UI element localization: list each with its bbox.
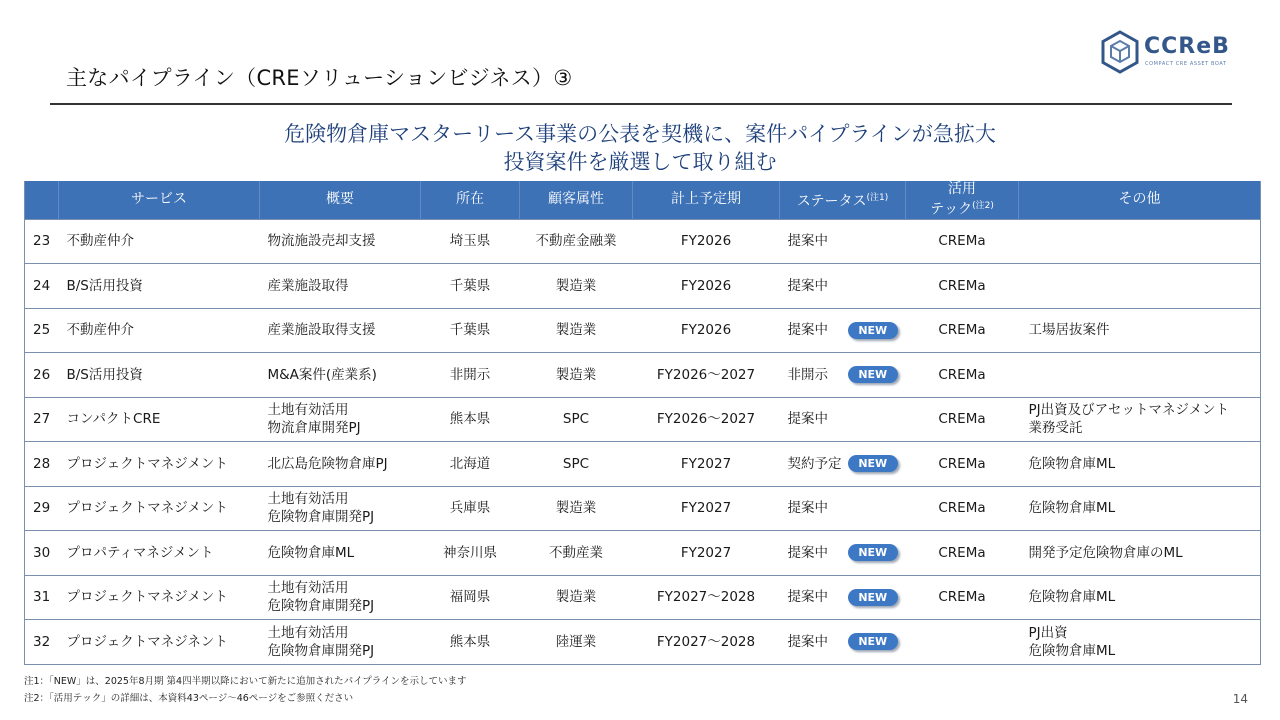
customer-text: 陸運業 xyxy=(555,633,597,650)
headline-line-2: 投資案件を厳選して取り組む xyxy=(503,150,777,174)
status-cell xyxy=(780,575,906,620)
period-text: FY2026 xyxy=(680,277,732,294)
period-cell xyxy=(633,397,780,442)
footnote-2: 注2：「活用テック」の詳細は、本資料43ページ～46ページをご参照ください xyxy=(24,693,354,704)
location-text: 兵庫県 xyxy=(449,500,491,517)
tech-text: CREMa xyxy=(938,322,986,339)
table-row xyxy=(25,397,1261,442)
tech-cell xyxy=(906,620,1019,665)
row-number xyxy=(25,308,59,353)
row-number-text: 32 xyxy=(33,633,51,650)
other-cell xyxy=(1019,486,1261,531)
service-cell xyxy=(59,397,260,442)
location-cell xyxy=(421,264,520,309)
service-text: プロジェクトマネジネント xyxy=(66,633,228,650)
service-cell xyxy=(59,308,260,353)
other-cell xyxy=(1019,308,1261,353)
header-tech xyxy=(906,181,1019,219)
other-cell xyxy=(1019,264,1261,309)
location-cell xyxy=(421,620,520,665)
tech-cell xyxy=(906,308,1019,353)
summary-line-2: 物流倉庫開発PJ xyxy=(267,420,361,437)
new-badge: NEW xyxy=(848,589,898,606)
location-text: 熊本県 xyxy=(449,411,491,428)
location-text: 非開示 xyxy=(449,366,491,383)
row-number-text: 29 xyxy=(33,500,51,517)
location-text: 福岡県 xyxy=(449,589,491,606)
customer-text: 製造業 xyxy=(555,589,597,606)
customer-text: SPC xyxy=(562,455,590,472)
other-line-2: 危険物倉庫ML xyxy=(1028,642,1116,659)
period-text: FY2026～2027 xyxy=(656,366,756,383)
summary-line-1: 産業施設取得 xyxy=(267,277,349,294)
table-row xyxy=(25,219,1261,264)
other-line-1: 危険物倉庫ML xyxy=(1028,455,1116,472)
service-text: 不動産仲介 xyxy=(66,322,134,339)
tech-text: CREMa xyxy=(938,233,986,250)
status-cell xyxy=(780,353,906,398)
customer-cell xyxy=(520,486,633,531)
header-status-note: (注1) xyxy=(866,192,889,203)
other-line-2: 業務受託 xyxy=(1028,420,1083,437)
customer-text: 製造業 xyxy=(555,277,597,294)
row-number-text: 25 xyxy=(33,322,51,339)
tech-text: CREMa xyxy=(938,544,986,561)
other-line-1: PJ出資 xyxy=(1028,624,1068,641)
other-line-1: 危険物倉庫ML xyxy=(1028,589,1116,606)
row-number xyxy=(25,353,59,398)
location-cell xyxy=(421,531,520,576)
period-cell xyxy=(633,308,780,353)
status-text: 提案中 xyxy=(787,544,828,561)
location-text: 熊本県 xyxy=(449,633,491,650)
service-cell xyxy=(59,486,260,531)
service-cell xyxy=(59,575,260,620)
location-cell xyxy=(421,442,520,487)
slide-title: 主なパイプライン（CREソリューションビジネス）③ xyxy=(66,66,573,90)
service-text: プロパティマネジメント xyxy=(66,544,214,561)
tech-text: CREMa xyxy=(938,277,986,294)
customer-cell xyxy=(520,442,633,487)
header-tech-line2: テック xyxy=(930,201,973,218)
summary-line-1: 北広島危険物倉庫PJ xyxy=(267,455,388,472)
status-cell xyxy=(780,264,906,309)
summary-line-2: 危険物倉庫開発PJ xyxy=(267,598,375,615)
summary-line-1: 物流施設売却支援 xyxy=(267,233,376,250)
row-number-text: 26 xyxy=(33,366,51,383)
service-cell xyxy=(59,353,260,398)
tech-text: CREMa xyxy=(938,455,986,472)
header-tech-line1: 活用 xyxy=(948,181,976,197)
table-row xyxy=(25,308,1261,353)
status-cell xyxy=(780,620,906,665)
summary-line-1: 土地有効活用 xyxy=(267,624,349,641)
period-text: FY2026～2027 xyxy=(656,411,756,428)
customer-cell xyxy=(520,353,633,398)
tech-cell xyxy=(906,531,1019,576)
summary-cell xyxy=(260,397,421,442)
period-text: FY2027 xyxy=(680,455,732,472)
service-text: プロジェクトマネジメント xyxy=(66,589,228,606)
row-number-text: 30 xyxy=(33,544,51,561)
other-cell xyxy=(1019,442,1261,487)
status-text: 提案中 xyxy=(787,322,828,339)
status-cell xyxy=(780,219,906,264)
location-cell xyxy=(421,486,520,531)
tech-cell xyxy=(906,264,1019,309)
summary-line-1: 産業施設取得支援 xyxy=(267,322,376,339)
table-row xyxy=(25,353,1261,398)
location-cell xyxy=(421,575,520,620)
logo-tagline: COMPACT CRE ASSET BOAT xyxy=(1145,61,1227,67)
status-text: 提案中 xyxy=(787,277,828,294)
row-number xyxy=(25,264,59,309)
period-cell xyxy=(633,219,780,264)
customer-cell xyxy=(520,575,633,620)
pipeline-table xyxy=(24,181,1261,665)
period-text: FY2026 xyxy=(680,322,732,339)
table-row xyxy=(25,620,1261,665)
period-cell xyxy=(633,620,780,665)
row-number xyxy=(25,397,59,442)
new-badge: NEW xyxy=(848,544,898,561)
table-row xyxy=(25,486,1261,531)
other-line-1: 開発予定危険物倉庫のML xyxy=(1028,544,1183,561)
customer-cell xyxy=(520,308,633,353)
other-line-1: 危険物倉庫ML xyxy=(1028,500,1116,517)
tech-cell xyxy=(906,442,1019,487)
service-cell xyxy=(59,442,260,487)
company-logo xyxy=(1100,30,1230,76)
other-cell xyxy=(1019,219,1261,264)
service-text: 不動産仲介 xyxy=(66,233,134,250)
row-number-text: 24 xyxy=(33,277,51,294)
row-number-text: 28 xyxy=(33,455,51,472)
new-badge: NEW xyxy=(848,633,898,650)
summary-cell xyxy=(260,531,421,576)
status-cell xyxy=(780,397,906,442)
customer-text: 不動産業 xyxy=(549,544,603,561)
status-cell xyxy=(780,308,906,353)
header-number xyxy=(25,181,59,219)
customer-cell xyxy=(520,531,633,576)
status-cell xyxy=(780,486,906,531)
period-text: FY2027～2028 xyxy=(656,589,756,606)
service-cell xyxy=(59,219,260,264)
summary-cell xyxy=(260,620,421,665)
logo-wordmark: CCReB xyxy=(1144,34,1230,59)
customer-cell xyxy=(520,620,633,665)
row-number xyxy=(25,531,59,576)
customer-text: SPC xyxy=(562,411,590,428)
other-cell xyxy=(1019,397,1261,442)
status-text: 提案中 xyxy=(787,500,828,517)
customer-text: 製造業 xyxy=(555,322,597,339)
other-cell xyxy=(1019,575,1261,620)
header-status-label: ステータス xyxy=(796,193,867,210)
summary-line-1: 危険物倉庫ML xyxy=(267,544,355,561)
service-text: プロジェクトマネジメント xyxy=(66,455,228,472)
new-badge: NEW xyxy=(848,366,898,383)
location-text: 千葉県 xyxy=(449,322,491,339)
tech-text: CREMa xyxy=(938,411,986,428)
service-cell xyxy=(59,531,260,576)
cube-logo-icon xyxy=(1100,30,1140,74)
period-cell xyxy=(633,575,780,620)
page-number: 14 xyxy=(1232,692,1248,706)
title-rule xyxy=(50,103,1232,105)
service-text: B/S活用投資 xyxy=(66,366,143,383)
location-text: 神奈川県 xyxy=(443,544,497,561)
status-cell xyxy=(780,531,906,576)
location-cell xyxy=(421,353,520,398)
other-line-1: 工場居抜案件 xyxy=(1028,322,1110,339)
row-number-text: 31 xyxy=(33,589,51,606)
service-cell xyxy=(59,264,260,309)
service-cell xyxy=(59,620,260,665)
new-badge: NEW xyxy=(848,455,898,472)
table-row xyxy=(25,442,1261,487)
summary-cell xyxy=(260,264,421,309)
location-cell xyxy=(421,308,520,353)
header-status xyxy=(780,181,906,219)
tech-text: CREMa xyxy=(938,500,986,517)
status-text: 契約予定 xyxy=(787,455,842,472)
period-cell xyxy=(633,264,780,309)
status-text: 提案中 xyxy=(787,411,828,428)
row-number xyxy=(25,219,59,264)
location-cell xyxy=(421,397,520,442)
row-number xyxy=(25,442,59,487)
table-header-row xyxy=(25,181,1261,219)
customer-cell xyxy=(520,219,633,264)
summary-line-1: 土地有効活用 xyxy=(267,580,349,597)
summary-cell xyxy=(260,442,421,487)
row-number xyxy=(25,620,59,665)
status-cell xyxy=(780,442,906,487)
customer-text: 製造業 xyxy=(555,366,597,383)
period-cell xyxy=(633,442,780,487)
footnote-1: 注1：「NEW」は、2025年8月期 第4四半期以降において新たに追加されたパイプラインを示しています xyxy=(24,676,467,687)
location-text: 北海道 xyxy=(449,455,491,472)
status-text: 提案中 xyxy=(787,589,828,606)
new-badge: NEW xyxy=(848,322,898,339)
headline-line-1: 危険物倉庫マスターリース事業の公表を契機に、案件パイプラインが急拡大 xyxy=(284,122,996,146)
other-line-1: PJ出資及びアセットマネジメント xyxy=(1028,402,1230,419)
header-period: 計上予定期 xyxy=(633,181,780,219)
row-number-text: 23 xyxy=(33,233,51,250)
summary-line-1: 土地有効活用 xyxy=(267,491,349,508)
row-number xyxy=(25,486,59,531)
other-cell xyxy=(1019,353,1261,398)
summary-line-2: 危険物倉庫開発PJ xyxy=(267,642,375,659)
customer-text: 製造業 xyxy=(555,500,597,517)
row-number xyxy=(25,575,59,620)
period-text: FY2027 xyxy=(680,500,732,517)
status-text: 提案中 xyxy=(787,633,828,650)
other-cell xyxy=(1019,620,1261,665)
period-text: FY2027 xyxy=(680,544,732,561)
location-text: 千葉県 xyxy=(449,277,491,294)
summary-cell xyxy=(260,486,421,531)
period-text: FY2027～2028 xyxy=(656,633,756,650)
status-text: 提案中 xyxy=(787,233,828,250)
summary-line-2: 危険物倉庫開発PJ xyxy=(267,509,375,526)
tech-cell xyxy=(906,219,1019,264)
period-cell xyxy=(633,353,780,398)
summary-line-1: M&A案件(産業系) xyxy=(267,366,377,383)
header-location: 所在 xyxy=(421,181,520,219)
summary-cell xyxy=(260,575,421,620)
location-text: 埼玉県 xyxy=(449,233,491,250)
summary-cell xyxy=(260,308,421,353)
tech-cell xyxy=(906,353,1019,398)
header-tech-note: (注2) xyxy=(972,201,994,211)
table-row xyxy=(25,575,1261,620)
status-text: 非開示 xyxy=(787,366,828,383)
customer-cell xyxy=(520,264,633,309)
service-text: コンパクトCRE xyxy=(66,411,161,428)
other-cell xyxy=(1019,531,1261,576)
summary-cell xyxy=(260,353,421,398)
tech-text: CREMa xyxy=(938,366,986,383)
period-text: FY2026 xyxy=(680,233,732,250)
tech-cell xyxy=(906,575,1019,620)
summary-line-1: 土地有効活用 xyxy=(267,402,349,419)
row-number-text: 27 xyxy=(33,411,51,428)
location-cell xyxy=(421,219,520,264)
period-cell xyxy=(633,486,780,531)
tech-cell xyxy=(906,397,1019,442)
header-customer: 顧客属性 xyxy=(520,181,633,219)
table-row xyxy=(25,531,1261,576)
service-text: プロジェクトマネジメント xyxy=(66,500,228,517)
customer-text: 不動産金融業 xyxy=(535,233,617,250)
header-service: サービス xyxy=(59,181,260,219)
header-other: その他 xyxy=(1019,181,1261,219)
header-summary: 概要 xyxy=(260,181,421,219)
tech-cell xyxy=(906,486,1019,531)
service-text: B/S活用投資 xyxy=(66,277,143,294)
summary-cell xyxy=(260,219,421,264)
tech-text: CREMa xyxy=(938,589,986,606)
period-cell xyxy=(633,531,780,576)
customer-cell xyxy=(520,397,633,442)
table-row xyxy=(25,264,1261,309)
